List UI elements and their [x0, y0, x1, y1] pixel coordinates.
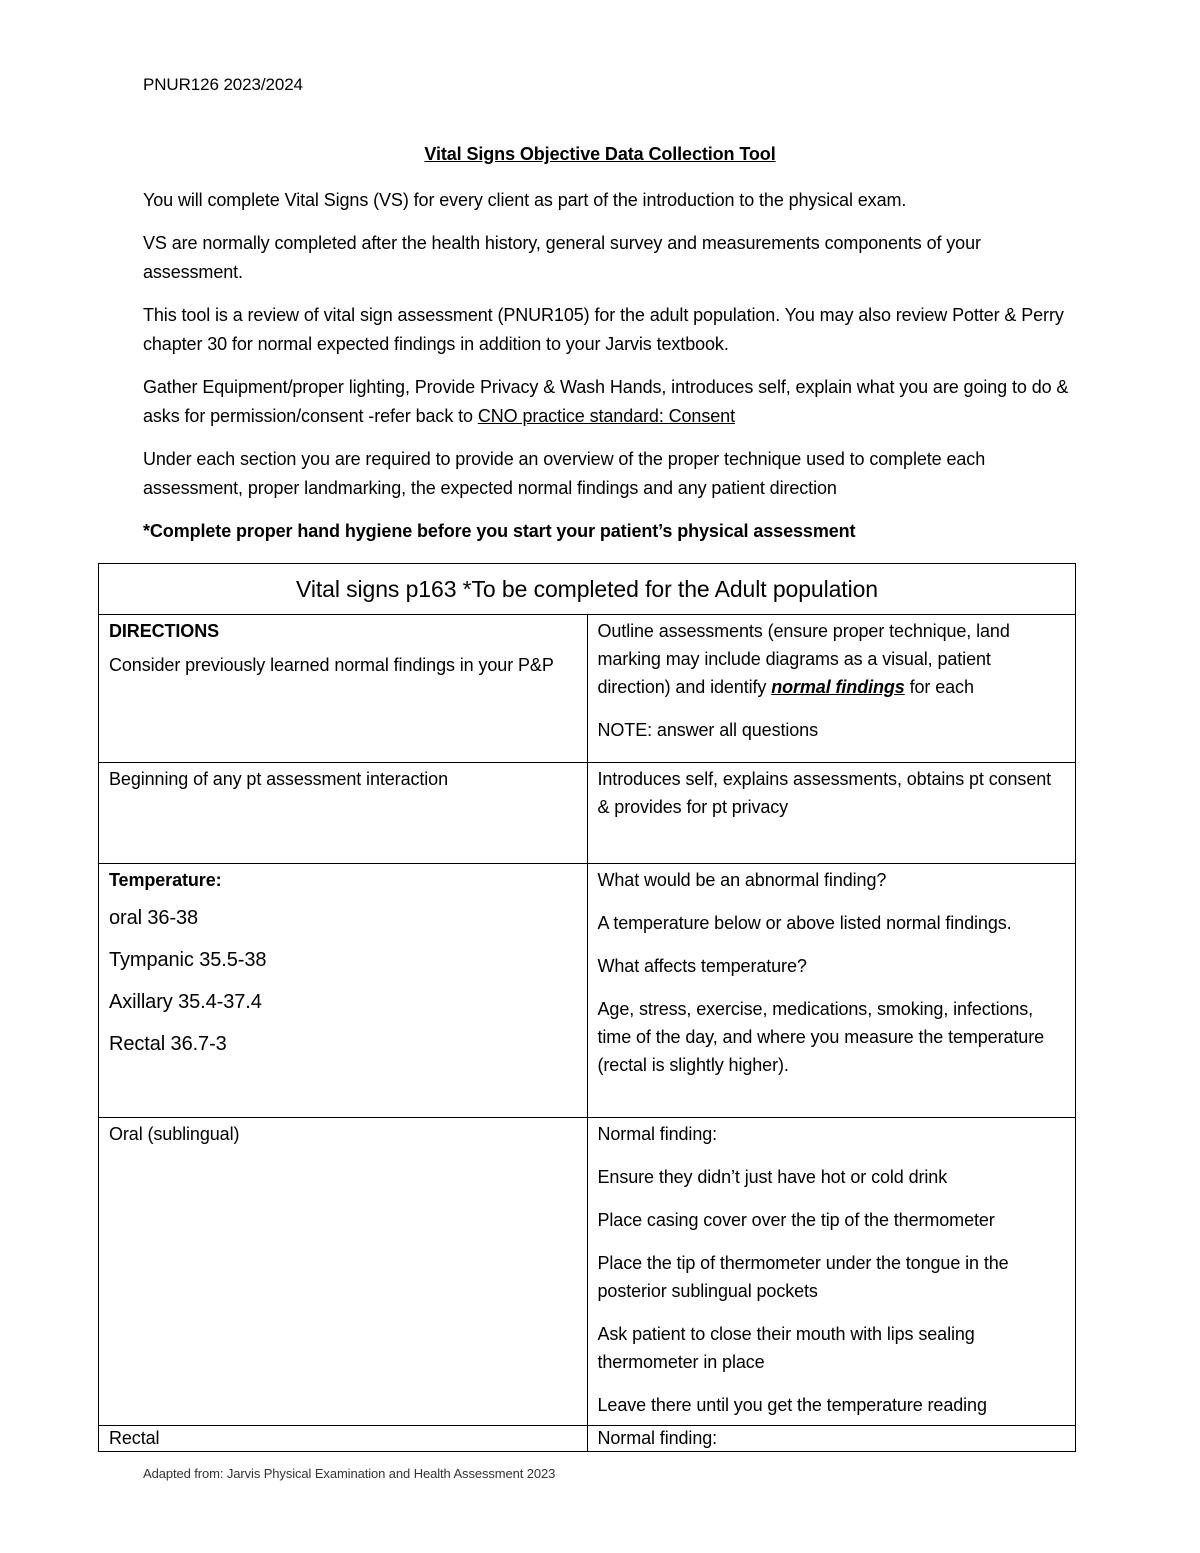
- oral-normal-finding: Normal finding:: [597, 1124, 718, 1144]
- intro-paragraph-5: Under each section you are required to provide an overview of the proper technique used to complete each assessment, proper landmarking, the expected normal findings and any patient direction: [143, 449, 986, 498]
- temperature-answer-1: A temperature below or above listed normal findings.: [597, 913, 1012, 933]
- directions-text-after: for each: [904, 677, 974, 697]
- intro-paragraph-1: You will complete Vital Signs (VS) for every client as part of the introduction to the physical exam.: [143, 190, 907, 210]
- beginning-text: Introduces self, explains assessments, obtains pt consent & provides for pt privacy: [597, 769, 1052, 817]
- normal-findings-emphasis: normal findings: [771, 677, 905, 697]
- intro-section: [143, 186, 1073, 560]
- hand-hygiene-note: *Complete proper hand hygiene before you start your patient’s physical assessment: [143, 521, 856, 541]
- temperature-answer-2: Age, stress, exercise, medications, smoking, infections, time of the day, and where you measure the temperature (rectal is slightly higher).: [597, 999, 1045, 1075]
- oral-right-cell: [587, 1118, 1076, 1426]
- rectal-label: Rectal: [109, 1428, 160, 1448]
- temperature-right-cell: [587, 864, 1076, 1118]
- temperature-range-oral: oral 36-38: [109, 907, 199, 929]
- directions-left-cell: [99, 615, 588, 763]
- rectal-normal-finding: Normal finding:: [597, 1428, 718, 1448]
- rectal-right-cell: [587, 1426, 1076, 1452]
- table-title: Vital signs p163 *To be completed for the Adult population: [99, 564, 1076, 615]
- course-code: PNUR126 2023/2024: [143, 75, 303, 94]
- footer-citation: Adapted from: Jarvis Physical Examination and Health Assessment 2023: [143, 1466, 556, 1481]
- directions-right-cell: [587, 615, 1076, 763]
- temperature-range-tympanic: Tympanic 35.5-38: [109, 949, 267, 971]
- beginning-right-cell: [587, 763, 1076, 864]
- rectal-row: [99, 1426, 1076, 1452]
- beginning-label: Beginning of any pt assessment interaction: [109, 769, 449, 789]
- directions-row: [99, 615, 1076, 763]
- directions-left-text: Consider previously learned normal findings in your P&P: [109, 655, 554, 675]
- directions-note: NOTE: answer all questions: [597, 720, 818, 740]
- beginning-left-cell: [99, 763, 588, 864]
- document-title: Vital Signs Objective Data Collection Tool: [424, 144, 776, 164]
- directions-heading: DIRECTIONS: [109, 621, 220, 641]
- directions-text-before: Outline assessments (ensure proper technique, land marking may include diagrams as a visual, patient direction) and identify: [597, 621, 1010, 697]
- rectal-left-cell: [99, 1426, 588, 1452]
- oral-step: Place casing cover over the tip of the thermometer: [597, 1210, 995, 1230]
- temperature-range-axillary: Axillary 35.4-37.4: [109, 991, 262, 1013]
- oral-label: Oral (sublingual): [109, 1124, 240, 1144]
- temperature-range-rectal: Rectal 36.7-3: [109, 1033, 227, 1055]
- table-title-row: [99, 564, 1076, 615]
- intro-paragraph-4: [143, 373, 1073, 431]
- vital-signs-table: [98, 563, 1076, 1452]
- beginning-row: [99, 763, 1076, 864]
- intro-paragraph-3: This tool is a review of vital sign assessment (PNUR105) for the adult population. You may also review Potter & Perry chapter 30 for normal expected findings in addition to your Jarvis textbook.: [143, 305, 1064, 354]
- oral-step: Leave there until you get the temperature reading: [597, 1395, 987, 1415]
- intro-paragraph-2: VS are normally completed after the health history, general survey and measurements components of your assessment.: [143, 233, 981, 282]
- temperature-heading: Temperature:: [109, 870, 222, 890]
- oral-row: [99, 1118, 1076, 1426]
- temperature-left-cell: [99, 864, 588, 1118]
- oral-step: Ensure they didn’t just have hot or cold drink: [597, 1167, 948, 1187]
- directions-instructions: [598, 617, 1066, 701]
- oral-step: Ask patient to close their mouth with lips sealing thermometer in place: [597, 1324, 975, 1372]
- intro-paragraph-4-text: Gather Equipment/proper lighting, Provide Privacy & Wash Hands, introduces self, explain what you are going to do & asks for permission/consent -refer back to: [143, 377, 1069, 426]
- temperature-question-1: What would be an abnormal finding?: [597, 870, 887, 890]
- oral-left-cell: [99, 1118, 588, 1426]
- temperature-question-2: What affects temperature?: [597, 956, 807, 976]
- oral-step: Place the tip of thermometer under the tongue in the posterior sublingual pockets: [597, 1253, 1009, 1301]
- cno-consent-link[interactable]: CNO practice standard: Consent: [477, 406, 735, 426]
- temperature-row: [99, 864, 1076, 1118]
